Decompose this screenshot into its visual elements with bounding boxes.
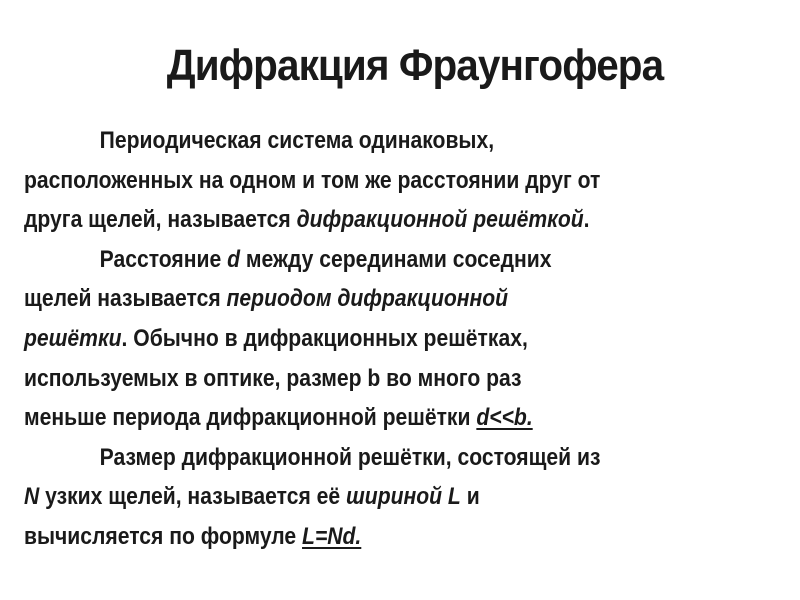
slide-title: Дифракция Фраунгофера bbox=[166, 41, 664, 90]
paragraph-2-line-3 bbox=[24, 319, 728, 359]
text-fragment: друга щелей, называется bbox=[24, 206, 297, 234]
text-fragment: Размер дифракционной решётки, состоящей из bbox=[99, 443, 601, 471]
text-fragment: Периодическая система одинаковых, bbox=[99, 127, 495, 154]
formula-d-much-less-b: d<<b. bbox=[476, 404, 533, 432]
paragraph-3-line-2 bbox=[24, 477, 728, 517]
text-fragment: . bbox=[583, 206, 590, 234]
paragraph-2-line-2 bbox=[24, 279, 728, 319]
text-fragment: используемых в оптике, размер b во много раз bbox=[24, 364, 522, 392]
term-width: шириной bbox=[346, 483, 443, 511]
variable-d: d bbox=[227, 245, 241, 273]
text-fragment: между серединами соседних bbox=[240, 245, 552, 273]
text-fragment: расположенных на одном и том же расстоянии друг от bbox=[24, 166, 601, 194]
paragraph-1-line-1 bbox=[24, 121, 728, 161]
text-fragment: вычисляется по формуле bbox=[24, 522, 303, 550]
paragraph-2-line-1 bbox=[24, 240, 728, 280]
variable-L: L bbox=[447, 483, 461, 511]
paragraph-3-line-3 bbox=[24, 517, 728, 557]
term-diffraction-grating: дифракционной решёткой bbox=[296, 206, 584, 234]
paragraph-3-line-1 bbox=[24, 438, 728, 478]
paragraph-1-line-3 bbox=[24, 200, 728, 240]
paragraph-1-line-2 bbox=[24, 161, 728, 201]
text-fragment: Расстояние bbox=[99, 245, 228, 273]
paragraph-2-line-5 bbox=[24, 398, 728, 438]
term-grating-period-cont: решётки bbox=[24, 324, 122, 352]
text-fragment: меньше периода дифракционной решётки bbox=[24, 404, 477, 432]
text-fragment: и bbox=[460, 483, 480, 511]
term-grating-period: периодом дифракционной bbox=[226, 285, 509, 313]
text-fragment: узких щелей, называется её bbox=[39, 483, 347, 511]
text-fragment: щелей называется bbox=[24, 285, 227, 313]
variable-N: N bbox=[24, 483, 40, 511]
paragraph-2-line-4 bbox=[24, 359, 728, 399]
text-fragment: . Обычно в дифракционных решётках, bbox=[121, 324, 528, 352]
formula-L-equals-Nd: L=Nd. bbox=[302, 522, 362, 550]
slide-body bbox=[24, 121, 728, 557]
